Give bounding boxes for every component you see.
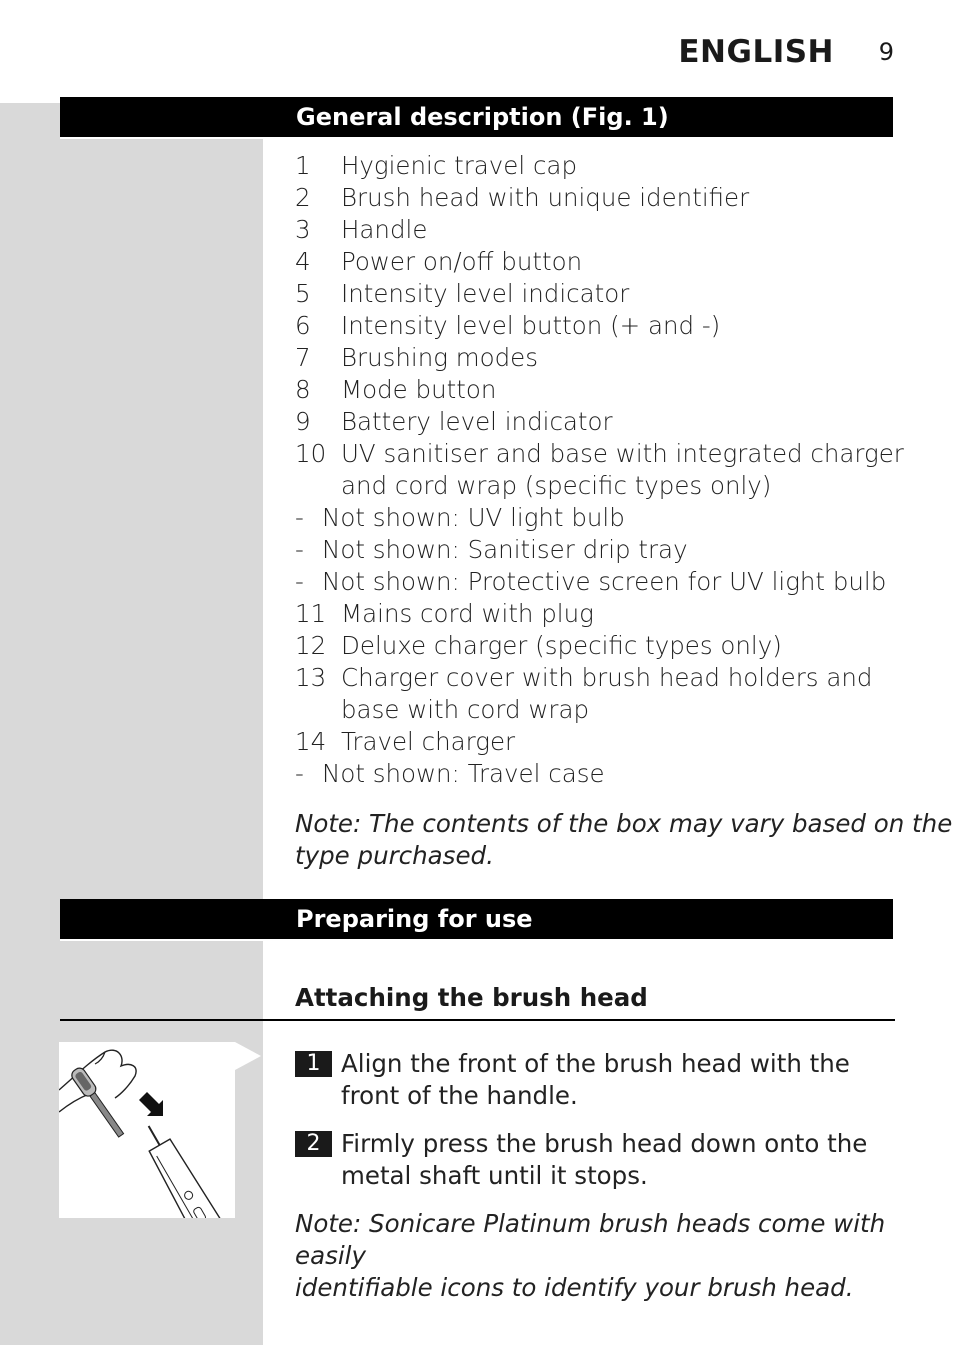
list-item: - Not shown: Sanitiser drip tray — [295, 535, 688, 564]
list-item: 3 Handle — [295, 215, 428, 244]
list-item: 13 Charger cover with brush head holders and base with cord wrap — [295, 663, 873, 724]
brush-head-illustration — [59, 1042, 235, 1218]
list-item: 4 Power on/off button — [295, 247, 583, 276]
list-item: 11 Mains cord with plug — [295, 599, 594, 628]
list-item: - Not shown: UV light bulb — [295, 503, 625, 532]
subsection-title: Attaching the brush head — [295, 983, 648, 1012]
step-number-badge: 1 — [295, 1051, 332, 1077]
language-header: ENGLISH — [678, 34, 834, 70]
step-number-badge: 2 — [295, 1131, 332, 1157]
list-item: 6 Intensity level button (+ and -) — [295, 311, 721, 340]
step-1: 1 Align the front of the brush head with the front of the handle. — [295, 1048, 895, 1112]
list-item: 5 Intensity level indicator — [295, 279, 630, 308]
list-item: - Not shown: Travel case — [295, 759, 605, 788]
list-item: 12 Deluxe charger (specific types only) — [295, 631, 782, 660]
list-item: 10 UV sanitiser and base with integrated charger and cord wrap (specific types only) — [295, 439, 904, 500]
step-2: 2 Firmly press the brush head down onto the metal shaft until it stops. — [295, 1128, 895, 1192]
list-item: 14 Travel charger — [295, 727, 516, 756]
list-item: 2 Brush head with unique identifier — [295, 183, 750, 212]
divider — [60, 137, 263, 139]
note-box-contents: Note: The contents of the box may vary based on the type purchased. — [295, 809, 953, 870]
figure-pointer — [235, 1042, 261, 1070]
section-bar-preparing-for-use — [60, 899, 893, 939]
section-title: General description (Fig. 1) — [296, 103, 669, 131]
list-item: 7 Brushing modes — [295, 343, 539, 372]
subsection-rule — [60, 1019, 895, 1021]
list-item: 8 Mode button — [295, 375, 497, 404]
list-item: - Not shown: Protective screen for UV light bulb — [295, 567, 887, 596]
note-sonicare-platinum: Note: Sonicare Platinum brush heads come with easily identifiable icons to identify your brush head. — [295, 1209, 886, 1302]
page-number: 9 — [878, 38, 894, 66]
section-title: Preparing for use — [296, 905, 533, 933]
divider — [60, 939, 263, 941]
list-item: 9 Battery level indicator — [295, 407, 613, 436]
section-bar-general-description — [60, 97, 893, 137]
list-item: 1 Hygienic travel cap — [295, 151, 577, 180]
parts-list — [295, 150, 904, 790]
